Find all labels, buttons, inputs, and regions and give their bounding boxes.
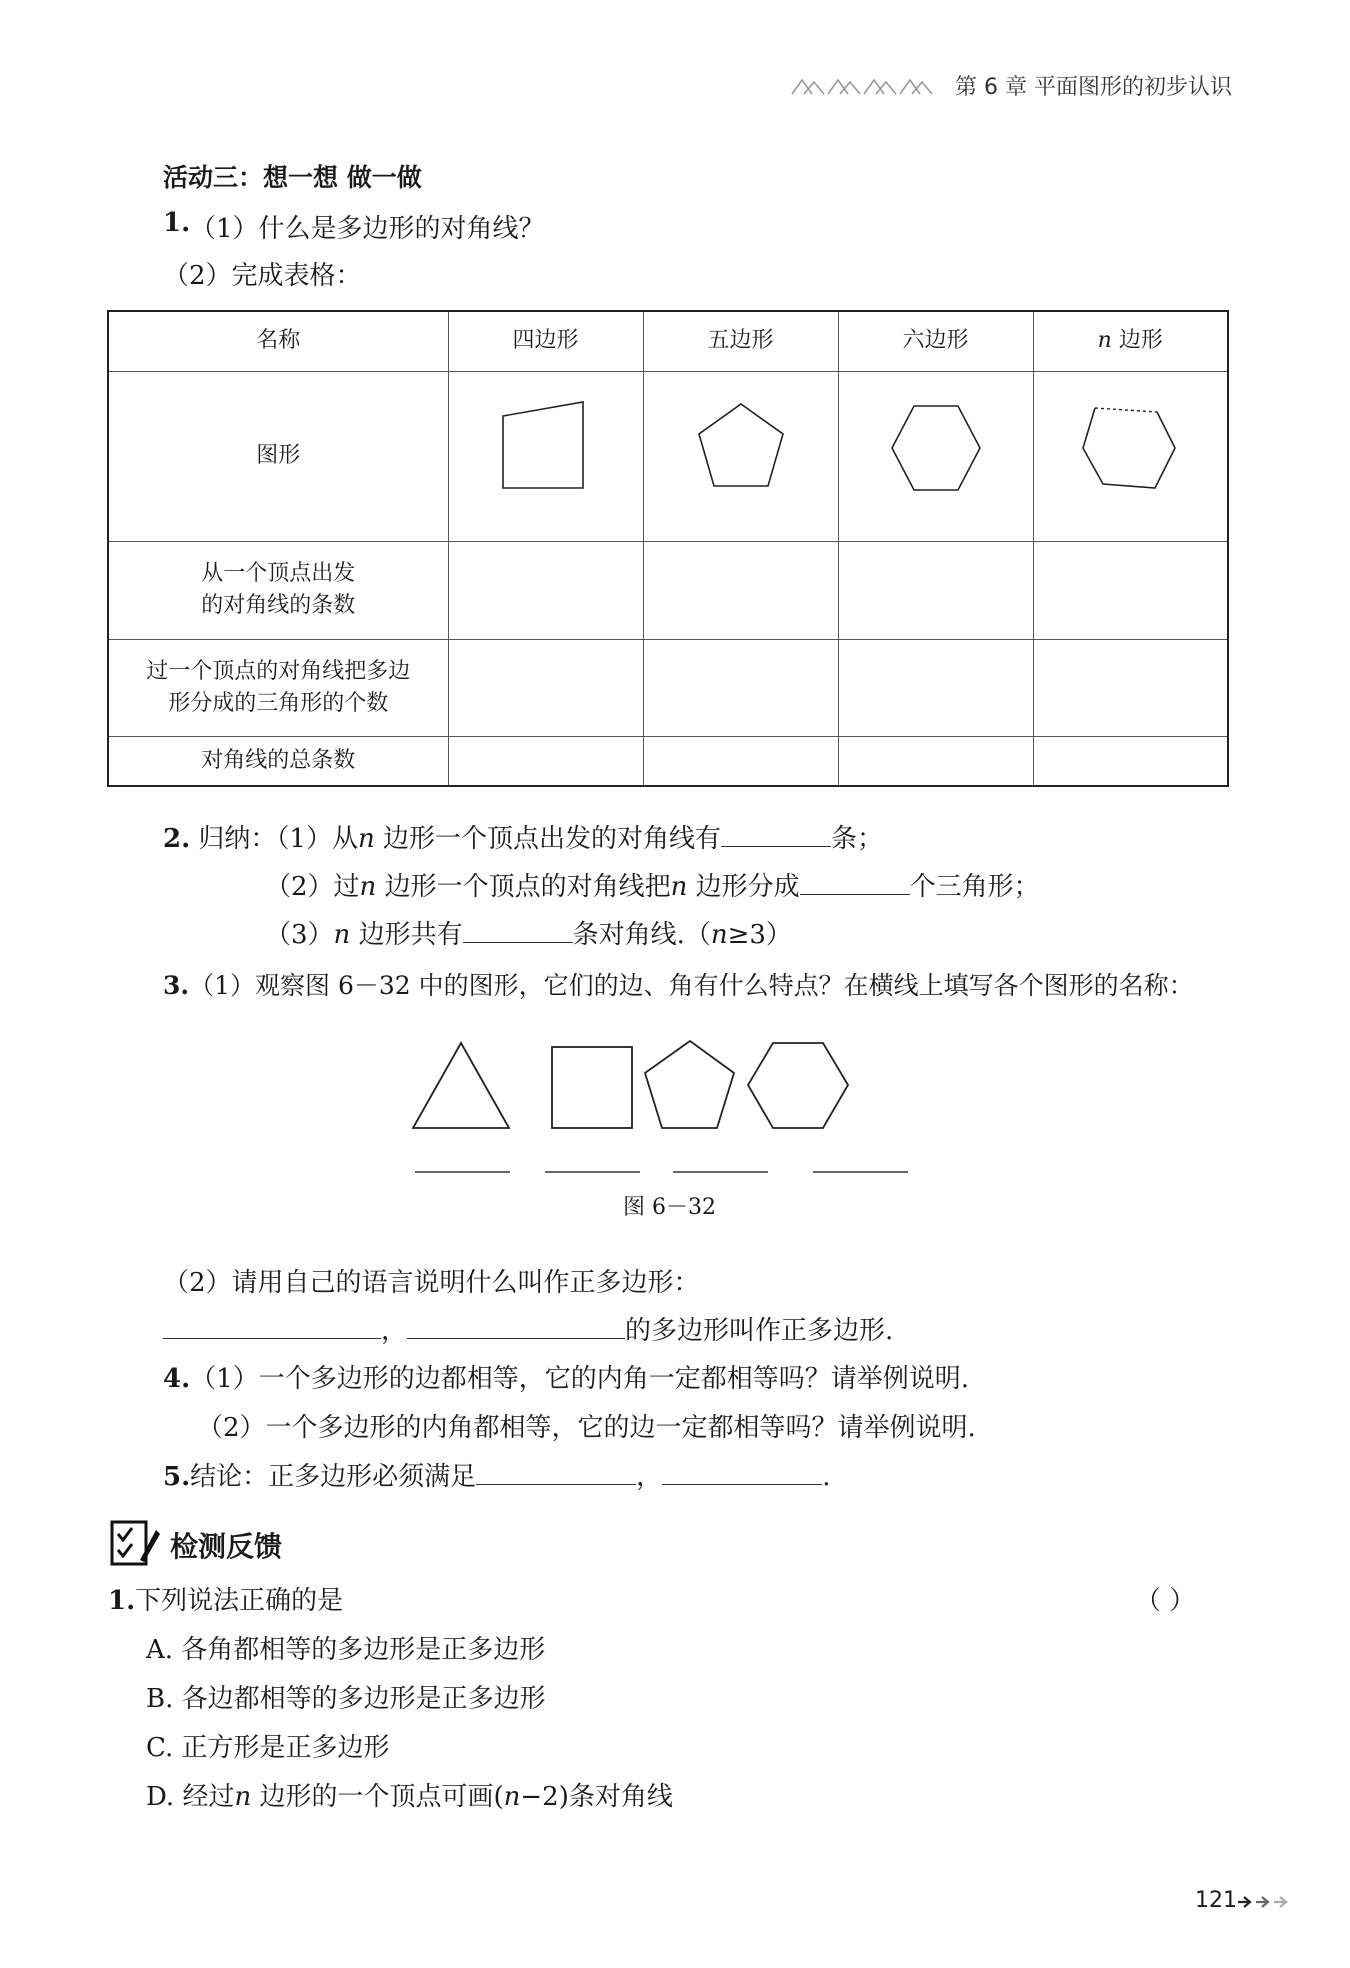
q2-line-1: 2. 归纳：（1）从n 边形一个顶点出发的对角线有 条； <box>163 824 884 854</box>
n-gon-cell <box>1033 371 1228 541</box>
row-label-total-diagonals: 对角线的总条数 <box>108 736 448 786</box>
answer-blank[interactable] <box>800 872 910 895</box>
q5-line: 5.结论：正多边形必须满足 ， . <box>163 1462 831 1492</box>
answer-paren[interactable]: （ ） <box>1135 1586 1196 1616</box>
q1-number: 1. <box>163 208 191 238</box>
arrows-icon <box>1236 1892 1292 1912</box>
answer-blank[interactable] <box>476 1462 636 1485</box>
answer-cell[interactable] <box>838 541 1033 639</box>
pentagon-cell <box>643 371 838 541</box>
answer-cell[interactable] <box>838 736 1033 786</box>
figure-6-32 <box>405 1025 945 1175</box>
q3-part-2: （2）请用自己的语言说明什么叫作正多边形： <box>163 1268 700 1298</box>
option-b[interactable]: B. 各边都相等的多边形是正多边形 <box>146 1684 546 1714</box>
row-label-triangle-count: 过一个顶点的对角线把多边 形分成的三角形的个数 <box>108 639 448 736</box>
mc-stem: 1.下列说法正确的是 <box>108 1586 344 1616</box>
figure-caption: 图 6－32 <box>623 1195 716 1220</box>
answer-blank[interactable] <box>407 1316 625 1339</box>
option-c[interactable]: C. 正方形是正多边形 <box>146 1733 390 1763</box>
answer-blank[interactable] <box>721 824 831 847</box>
header-pentagon: 五边形 <box>643 311 838 371</box>
answer-cell[interactable] <box>1033 541 1228 639</box>
q4-part-a: 4.（1）一个多边形的边都相等，它的内角一定都相等吗？请举例说明. <box>163 1364 969 1394</box>
answer-cell[interactable] <box>448 736 643 786</box>
row-label-diagonals-from-vertex: 从一个顶点出发 的对角线的条数 <box>108 541 448 639</box>
quadrilateral-shape <box>491 396 601 506</box>
option-d[interactable]: D. 经过n 边形的一个顶点可画(n−2)条对角线 <box>146 1782 673 1812</box>
q4-part-b: （2）一个多边形的内角都相等，它的边一定都相等吗？请举例说明. <box>197 1413 976 1443</box>
chapter-title: 第 6 章 平面图形的初步认识 <box>955 75 1232 100</box>
answer-cell[interactable] <box>838 639 1033 736</box>
q2-line-3: （3）n 边形共有 条对角线.（n≥3） <box>265 920 792 950</box>
q1-part-b: （2）完成表格： <box>163 261 362 291</box>
header-quadrilateral: 四边形 <box>448 311 643 371</box>
answer-cell[interactable] <box>448 541 643 639</box>
hexagon-cell <box>838 371 1033 541</box>
answer-blank[interactable] <box>463 920 573 943</box>
answer-cell[interactable] <box>1033 736 1228 786</box>
header-hexagon: 六边形 <box>838 311 1033 371</box>
header-n-gon: n 边形 <box>1033 311 1228 371</box>
n-gon-shape <box>1075 396 1185 506</box>
answer-cell[interactable] <box>1033 639 1228 736</box>
answer-cell[interactable] <box>643 639 838 736</box>
hexagon-shape <box>881 396 991 506</box>
regular-pentagon-shape <box>645 1041 734 1128</box>
option-a[interactable]: A. 各角都相等的多边形是正多边形 <box>146 1635 546 1665</box>
header-name: 名称 <box>108 311 448 371</box>
triangle-shape <box>413 1043 509 1128</box>
q1-part-a: （1）什么是多边形的对角线？ <box>190 214 545 244</box>
q3-fill-line: ， 的多边形叫作正多边形. <box>163 1310 893 1347</box>
header-ornament <box>790 74 940 96</box>
answer-cell[interactable] <box>643 736 838 786</box>
answer-blank[interactable] <box>163 1316 381 1339</box>
square-shape <box>552 1047 632 1128</box>
answer-blank[interactable] <box>662 1462 822 1485</box>
row-label-shape: 图形 <box>108 371 448 541</box>
regular-hexagon-shape <box>748 1043 848 1128</box>
checklist-icon <box>108 1516 160 1568</box>
q2-line-2: （2）过n 边形一个顶点的对角线把n 边形分成 个三角形； <box>265 872 1040 902</box>
quadrilateral-cell <box>448 371 643 541</box>
q3-line-1: 3.（1）观察图 6－32 中的图形，它们的边、角有什么特点？在横线上填写各个图形的名称： <box>163 971 1194 1000</box>
activity-title: 活动三：想一想 做一做 <box>163 163 422 192</box>
answer-cell[interactable] <box>643 541 838 639</box>
page-number: 121 <box>1195 1888 1237 1913</box>
section-title: 检测反馈 <box>170 1530 283 1563</box>
pentagon-shape <box>686 396 796 506</box>
answer-cell[interactable] <box>448 639 643 736</box>
polygon-table <box>107 310 1229 787</box>
